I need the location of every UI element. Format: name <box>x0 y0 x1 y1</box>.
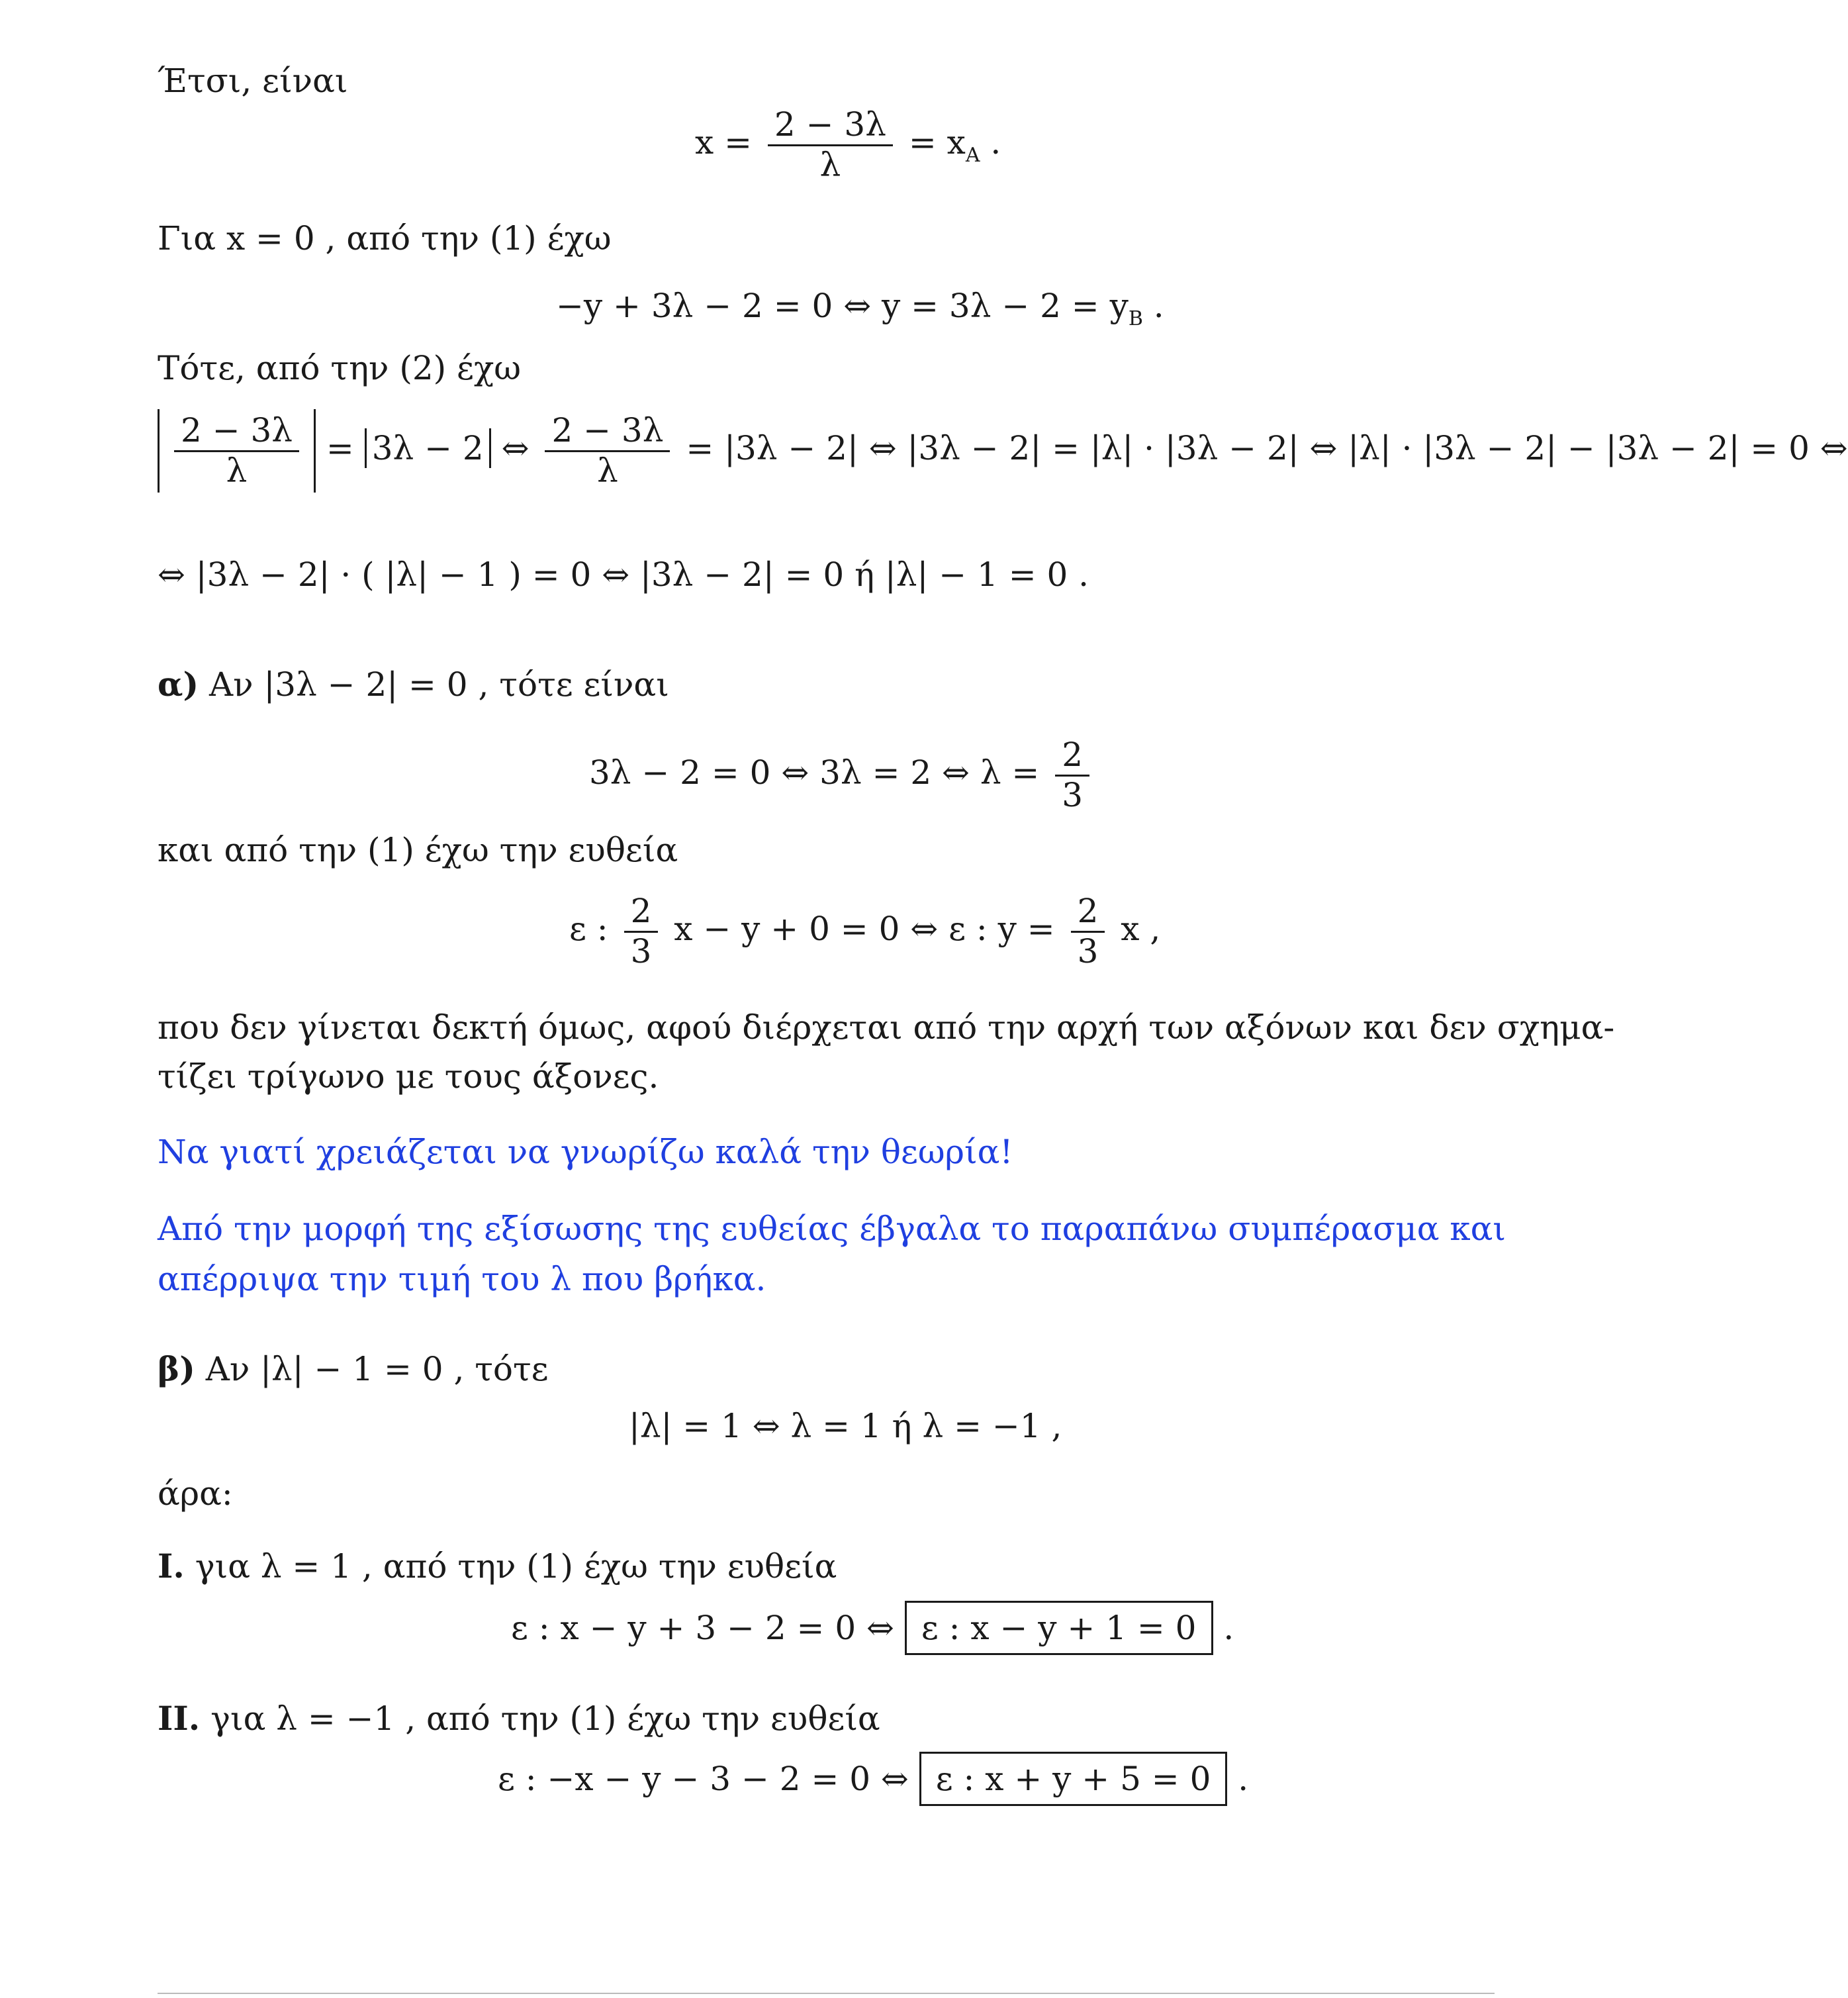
fraction-denominator: 3 <box>630 931 652 971</box>
subcase-i <box>158 1546 837 1586</box>
fraction-numerator: 2 <box>1055 736 1089 777</box>
eq-rhs: = x <box>908 123 966 162</box>
fraction <box>174 412 299 490</box>
subcase-label: Ι. <box>158 1546 185 1586</box>
eq-end: . <box>1223 1609 1234 1647</box>
case-label: β) <box>158 1349 195 1388</box>
subcase-ii <box>158 1699 880 1738</box>
eq-iff: ⇔ <box>501 429 530 467</box>
eq-end: . <box>1153 287 1164 325</box>
subscript: B <box>1128 307 1143 330</box>
equation-y-b <box>556 286 1164 331</box>
eq-body: −y + 3λ − 2 = 0 ⇔ y = 3λ − 2 = y <box>556 287 1129 325</box>
equation-line-e <box>569 892 1160 971</box>
paragraph-line: τίζει τρίγωνο με τους άξονες. <box>158 1057 659 1096</box>
fraction-denominator: λ <box>226 451 248 490</box>
equation-result-1 <box>511 1601 1234 1655</box>
eq-lhs: ε : −x − y − 3 − 2 = 0 ⇔ <box>498 1760 909 1798</box>
fraction-denominator: 3 <box>1062 775 1084 814</box>
fraction <box>545 412 670 490</box>
boxed-answer: ε : x − y + 1 = 0 <box>905 1601 1213 1655</box>
equation-x-a <box>695 106 1001 184</box>
fraction-numerator: 2 <box>1071 892 1105 933</box>
equation-result-2 <box>498 1752 1248 1806</box>
fraction-numerator: 2 − 3λ <box>545 412 670 452</box>
eq-rest: = |3λ − 2| ⇔ |3λ − 2| = |λ| · |3λ − 2| ⇔ |λ| · |3λ − 2| − |3λ − 2| = 0 ⇔ <box>686 429 1848 467</box>
eq-end: . <box>990 123 1001 162</box>
text-line: και από την (1) έχω την ευθεία <box>158 831 678 869</box>
eq-lhs: x = <box>695 123 752 162</box>
eq-equals: = <box>326 429 354 467</box>
eq-lhs: ε : x − y + 3 − 2 = 0 ⇔ <box>511 1609 894 1647</box>
eq-part: x − y + 0 = 0 ⇔ ε : y = <box>674 910 1055 948</box>
note-line: Να γιατί χρειάζεται να γνωρίζω καλά την θεωρία! <box>158 1133 1013 1171</box>
fraction-numerator: 2 − 3λ <box>174 412 299 452</box>
eq-lhs: 3λ − 2 = 0 ⇔ 3λ = 2 ⇔ λ = <box>589 753 1040 792</box>
fraction-denominator: λ <box>819 145 841 184</box>
eq-end: . <box>1238 1760 1249 1798</box>
text-line: Τότε, από την (2) έχω <box>158 349 522 387</box>
subcase-text: για λ = 1 , από την (1) έχω την ευθεία <box>195 1547 837 1586</box>
case-beta <box>158 1349 549 1389</box>
case-alpha <box>158 665 669 704</box>
fraction <box>624 892 659 971</box>
text-line: άρα: <box>158 1474 233 1513</box>
note-line: απέρριψα την τιμή του λ που βρήκα. <box>158 1260 766 1298</box>
paragraph-line: που δεν γίνεται δεκτή όμως, αφού διέρχεται από την αρχή των αξόνων και δεν σχημα- <box>158 1008 1615 1047</box>
case-label: α) <box>158 665 199 704</box>
footer-rule <box>158 1993 1495 1994</box>
note-line: Από την μορφή της εξίσωσης της ευθείας έβγαλα το παραπάνω συμπέρασμα και <box>158 1210 1506 1248</box>
eq-part: x , <box>1121 910 1161 948</box>
fraction <box>768 106 893 184</box>
equation-abs-lambda: |λ| = 1 ⇔ λ = 1 ή λ = −1 , <box>629 1407 1062 1445</box>
equation-factored: ⇔ |3λ − 2| · ( |λ| − 1 ) = 0 ⇔ |3λ − 2| = 0 ή |λ| − 1 = 0 . <box>158 555 1089 594</box>
text-line: Έτσι, είναι <box>158 62 348 100</box>
subscript: A <box>965 144 980 167</box>
fraction <box>1071 892 1105 971</box>
case-text: Αν |λ| − 1 = 0 , τότε <box>205 1350 549 1388</box>
equation-long <box>158 409 1848 493</box>
fraction-numerator: 2 − 3λ <box>768 106 893 146</box>
fraction-denominator: λ <box>597 451 618 490</box>
boxed-answer: ε : x + y + 5 = 0 <box>919 1752 1228 1806</box>
abs-value: 3λ − 2 <box>365 428 491 468</box>
fraction <box>1055 736 1089 814</box>
case-text: Αν |3λ − 2| = 0 , τότε είναι <box>209 665 669 704</box>
subcase-label: ΙΙ. <box>158 1699 201 1738</box>
abs-fraction <box>158 409 316 493</box>
equation-lambda <box>589 736 1095 814</box>
fraction-numerator: 2 <box>624 892 659 933</box>
fraction-denominator: 3 <box>1077 931 1099 971</box>
text-line: Για x = 0 , από την (1) έχω <box>158 219 612 258</box>
eq-part: ε : <box>569 910 608 948</box>
subcase-text: για λ = −1 , από την (1) έχω την ευθεία <box>210 1699 880 1738</box>
